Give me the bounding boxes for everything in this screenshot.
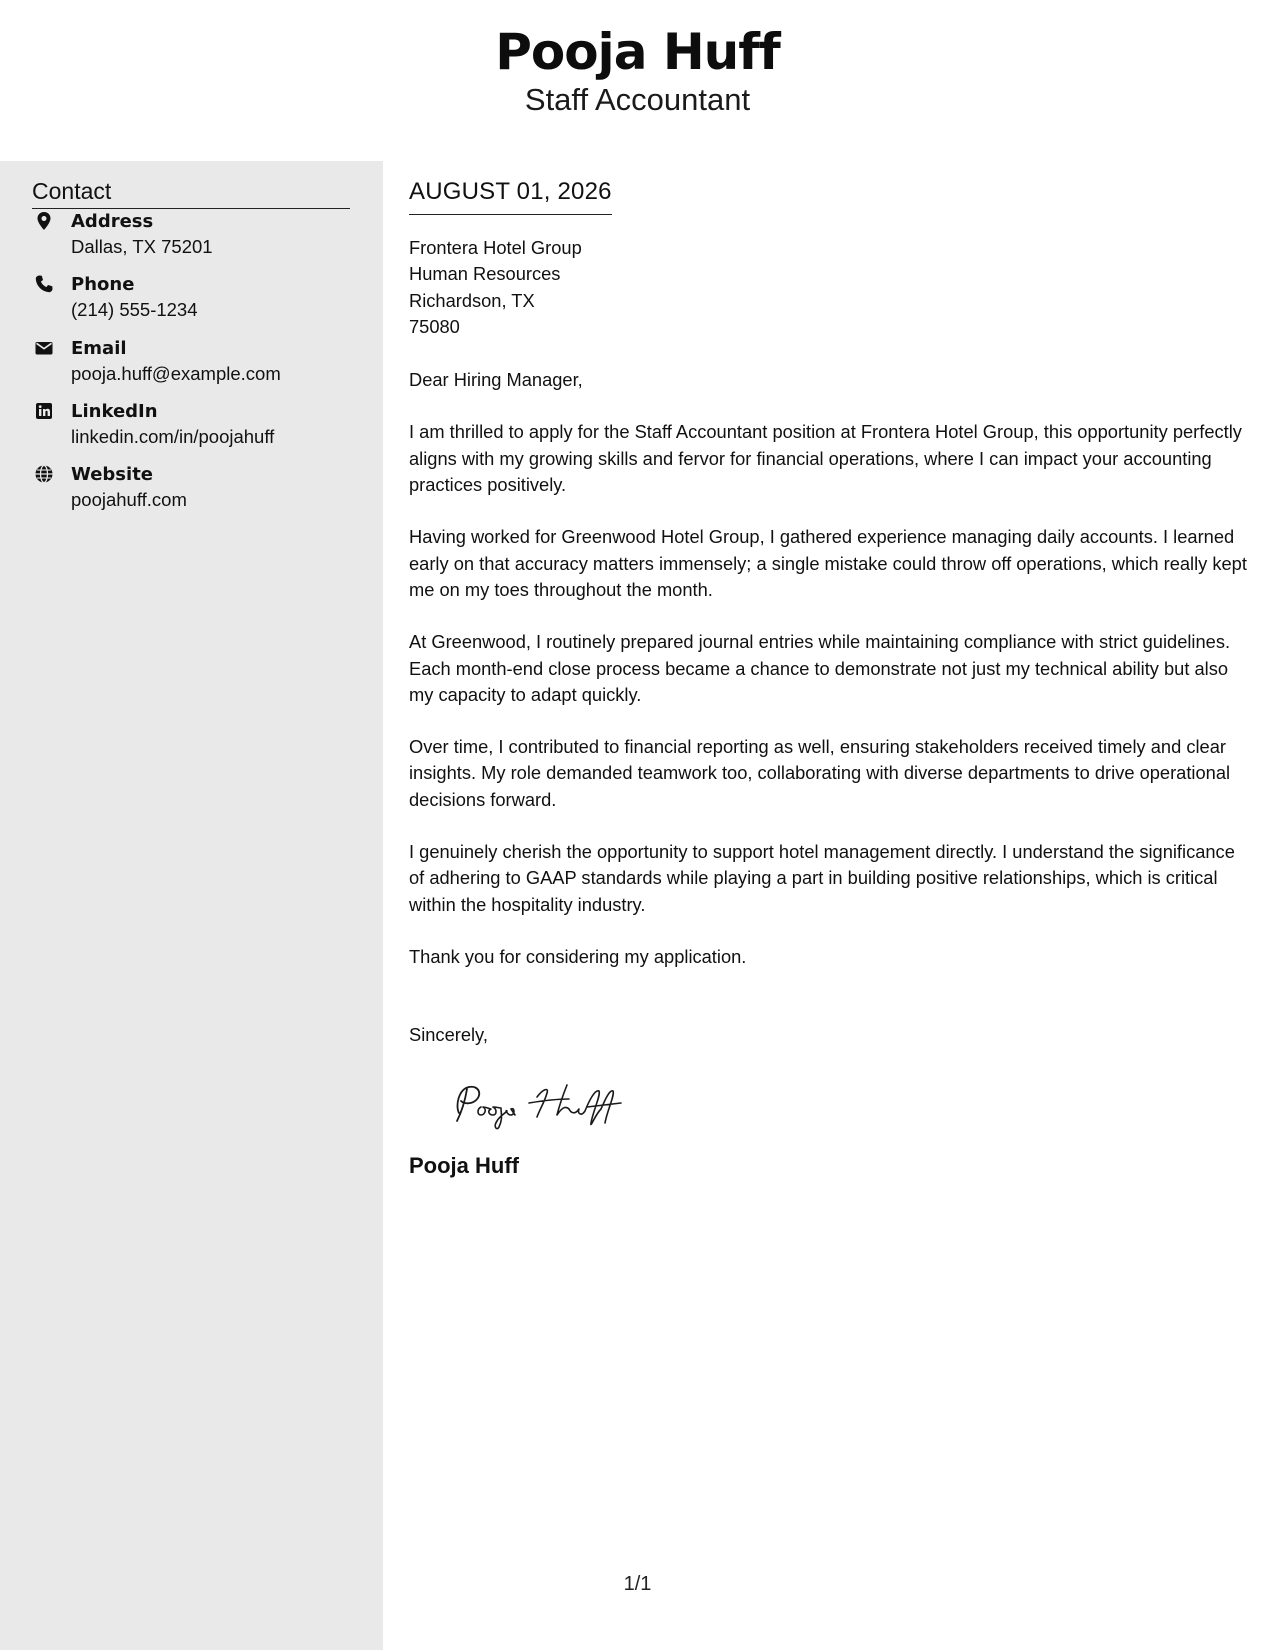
email-value: pooja.huff@example.com — [71, 363, 281, 384]
address-label: Address — [71, 211, 154, 232]
letter-date: AUGUST 01, 2026 — [409, 176, 612, 215]
recipient-zip: 75080 — [409, 315, 460, 337]
linkedin-value: linkedin.com/in/poojahuff — [71, 426, 275, 447]
page-number: 1/1 — [623, 1573, 652, 1595]
linkedin-label: LinkedIn — [71, 401, 158, 422]
globe-icon — [34, 464, 54, 484]
linkedin-icon — [34, 401, 54, 421]
map-pin-icon — [34, 211, 54, 231]
phone-icon — [34, 274, 54, 294]
phone-label: Phone — [71, 274, 135, 295]
website-value: poojahuff.com — [71, 489, 187, 510]
recipient-company: Frontera Hotel Group — [409, 237, 582, 258]
recipient-city: Richardson, TX — [409, 289, 535, 311]
letter-paragraph: Over time, I contributed to financial reporting as well, ensuring stakeholders received timely and clear insights. My role demanded teamwork too, collaborating with diverse departments to drive operational decisions forward. — [409, 736, 1231, 810]
letter-paragraph: At Greenwood, I routinely prepared journal entries while maintaining compliance with strict guidelines. Each month-end close process became a chance to demonstrate not just my technical ability but also my capacity to adapt quickly. — [409, 631, 1231, 705]
address-value: Dallas, TX 75201 — [71, 236, 213, 257]
website-label: Website — [71, 464, 154, 485]
letter-closing: Sincerely, — [409, 1024, 488, 1046]
handwritten-signature — [445, 1075, 1249, 1131]
applicant-name: Pooja Huff — [495, 23, 780, 81]
letter-paragraph: I am thrilled to apply for the Staff Accountant position at Frontera Hotel Group, this opportunity perfectly aligns with my growing skills and fervor for financial operations, where I can impact your accounting practices positively. — [409, 421, 1242, 496]
applicant-job-title: Staff Accountant — [524, 82, 751, 117]
letter-greeting: Dear Hiring Manager, — [409, 369, 583, 391]
phone-value: (214) 555-1234 — [71, 299, 198, 320]
contact-heading: Contact — [32, 176, 350, 209]
recipient-block — [409, 235, 1249, 340]
envelope-icon — [34, 338, 54, 358]
contact-item-linkedin — [32, 400, 372, 456]
letter-header — [0, 0, 1275, 160]
contact-item-website — [32, 463, 372, 519]
letter-paragraph: I genuinely cherish the opportunity to support hotel management directly. I understand the significance of adhering to GAAP standards while playing a part in building positive relationships, which is critical within the hospitality industry. — [409, 841, 1235, 915]
contact-item-email — [32, 337, 372, 393]
signed-name: Pooja Huff — [409, 1152, 519, 1178]
letter-body — [409, 176, 1249, 1181]
email-label: Email — [71, 338, 127, 359]
contact-item-address — [32, 210, 372, 266]
letter-paragraph: Thank you for considering my application. — [409, 945, 747, 967]
recipient-department: Human Resources — [409, 263, 561, 285]
contact-item-phone — [32, 273, 372, 329]
letter-paragraph: Having worked for Greenwood Hotel Group, I gathered experience managing daily accounts. I learned early on that accuracy matters immensely; a single mistake could throw off operations, which really kept me on my toes throughout the month. — [409, 526, 1247, 600]
